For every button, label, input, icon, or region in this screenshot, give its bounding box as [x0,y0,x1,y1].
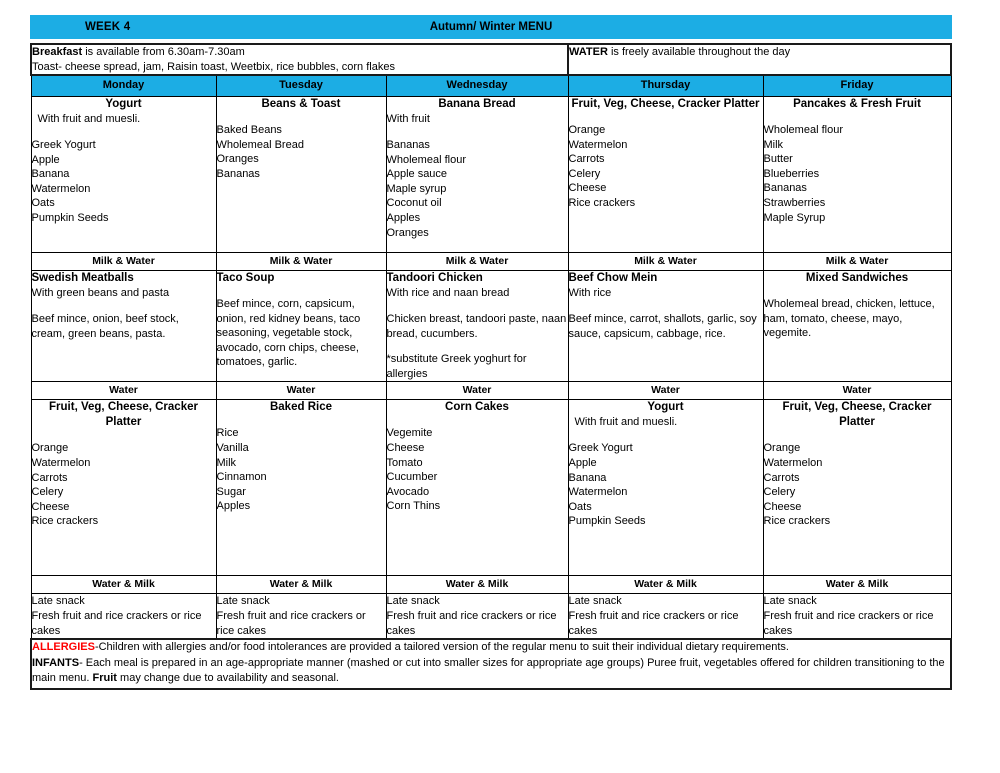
ingredient-item: Cinnamon [216,471,267,484]
meal-subtitle: With rice and naan bread [386,287,510,299]
ingredient-item: Pumpkin Seeds [568,515,646,528]
ingredient-item: Baked Beans [216,124,282,136]
ingredient-item: Cucumber [386,471,438,484]
ingredient-item: Wholemeal flour [386,153,466,166]
ingredient-item: Celery [763,486,796,499]
ingredient-item: Greek Yogurt [568,442,633,455]
drink-label: Water & Milk [31,576,216,594]
afternoon-tea-friday [763,400,951,576]
ingredient-item: Rice crackers [568,196,636,209]
late-snack-items: Fresh fruit and rice crackers or rice cakes [568,609,739,637]
afternoon-tea-drink-row [31,576,951,594]
day-header-tuesday: Tuesday [216,75,386,97]
ingredient-list [217,123,386,181]
ingredient-item: Oats [31,197,55,210]
ingredient-list [217,426,386,514]
spacer [387,301,568,312]
ingredient-paragraph: *substitute Greek yoghurt for allergies [386,353,527,380]
ingredient-item: Apple sauce [386,168,448,181]
afternoon-tea-thursday [568,400,763,576]
meal-subtitle: With green beans and pasta [31,287,170,299]
day-header-thursday: Thursday [568,75,763,97]
late-snack-label: Late snack [386,595,440,608]
ingredient-item: Rice crackers [31,515,99,528]
ingredient-list [764,123,951,225]
lunch-monday [31,271,216,382]
drink-label: Milk & Water [386,253,568,271]
meal-subtitle: With fruit [386,113,430,125]
late-snack-row [31,594,951,639]
ingredient-item: Bananas [386,139,430,151]
spacer [387,127,568,138]
ingredient-paragraphs [217,297,386,370]
meal-title: Tandoori Chicken [386,272,483,284]
spacer [569,301,763,312]
ingredient-item: Apples [386,211,421,224]
breakfast-cell [31,44,568,75]
afternoon-tea-row [31,400,951,576]
late-snack-monday [31,594,216,639]
ingredient-item: Greek Yogurt [31,139,96,151]
breakfast-bold-label: Breakfast [32,46,83,58]
morning-tea-friday [763,97,951,253]
meal-title: Fruit, Veg, Cheese, Cracker Platter [571,98,760,110]
ingredient-item: Carrots [568,153,605,166]
ingredient-paragraph: Chicken breast, tandoori paste, naan bread, cucumbers. [386,313,567,340]
ingredient-item: Apples [216,500,251,513]
late-snack-thursday [568,594,763,639]
info-row [31,44,951,75]
ingredient-item: Corn Thins [386,500,441,513]
ingredient-item: Milk [216,456,237,469]
ingredient-item: Avocado [386,485,430,498]
spacer [32,127,216,138]
ingredient-item: Cheese [31,500,70,513]
afternoon-tea-tuesday [216,400,386,576]
spacer [764,430,951,441]
ingredient-item: Orange [763,442,801,455]
meal-title: Beef Chow Mein [568,272,658,284]
late-snack-items: Fresh fruit and rice crackers or rice cakes [386,609,557,637]
day-header-wednesday: Wednesday [386,75,568,97]
ingredient-item: Oats [568,500,592,513]
meal-title: Banana Bread [438,98,516,110]
ingredient-item: Cheese [763,500,802,513]
spacer [217,286,386,297]
ingredient-item: Celery [568,167,601,180]
drink-label: Water & Milk [386,576,568,594]
day-header-friday: Friday [763,75,951,97]
day-header-monday: Monday [31,75,216,97]
ingredient-item: Strawberries [763,196,826,209]
ingredient-paragraph: Beef mince, onion, beef stock, cream, green beans, pasta. [31,313,179,340]
ingredient-item: Butter [763,153,793,166]
meal-title: Fruit, Veg, Cheese, Cracker Platter [49,401,198,429]
morning-tea-thursday [568,97,763,253]
ingredient-paragraph: Wholemeal bread, chicken, lettuce, ham, tomato, cheese, mayo, vegemite. [763,298,935,340]
ingredient-item: Cheese [568,182,607,195]
drink-label: Milk & Water [568,253,763,271]
late-snack-label: Late snack [31,595,85,608]
ingredient-item: Apple [31,153,60,166]
ingredient-item: Watermelon [763,456,823,469]
ingredient-list [32,441,216,529]
ingredient-item: Vanilla [216,441,249,454]
ingredient-item: Wholemeal flour [763,124,843,136]
ingredient-paragraphs [387,312,568,381]
ingredient-paragraphs [569,312,763,341]
ingredient-item: Wholemeal Bread [216,138,304,151]
meal-subtitle: With rice [568,287,612,299]
ingredient-item: Watermelon [568,486,628,499]
lunch-friday [763,271,951,382]
ingredient-item: Oranges [386,226,429,239]
allergies-text: -Children with allergies and/or food intolerances are provided a tailored version of the regular menu to suit their individual dietary requirements. [94,641,789,654]
lunch-wednesday [386,271,568,382]
ingredient-paragraphs [764,297,951,341]
drink-label: Water [216,382,386,400]
water-text: is freely available throughout the day [607,46,791,58]
ingredient-item: Watermelon [31,456,91,469]
water-cell [568,44,951,75]
ingredient-item: Tomato [386,456,423,469]
ingredient-item: Banana [568,471,607,484]
breakfast-items: Toast- cheese spread, jam, Raisin toast, Weetbix, rice bubbles, corn flakes [32,60,395,73]
ingredient-list [32,138,216,226]
weekly-menu-table [30,43,952,690]
morning-tea-wednesday [386,97,568,253]
infants-text: - Each meal is prepared in an age-appropriate manner (mashed or cut into smaller sizes for appropriate age groups) Puree fruit, vegetables offered for children transitioning to the main menu. [32,656,945,685]
spacer [569,430,763,441]
ingredient-list [387,426,568,514]
late-snack-label: Late snack [216,595,270,608]
meal-title: Fruit, Veg, Cheese, Cracker Platter [782,401,932,429]
ingredient-item: Watermelon [31,182,91,195]
infants-label: INFANTS [32,656,80,669]
ingredient-item: Blueberries [763,167,820,180]
ingredient-item: Watermelon [568,138,628,151]
meal-title: Baked Rice [269,401,332,414]
ingredient-item: Bananas [216,167,260,180]
ingredient-item: Carrots [763,471,800,484]
ingredient-item: Orange [568,124,606,136]
drink-label: Water [763,382,951,400]
ingredient-item: Orange [31,442,69,455]
spacer [32,301,216,312]
lunch-tuesday [216,271,386,382]
ingredient-list [387,138,568,240]
spacer [387,341,568,352]
drink-label: Water & Milk [216,576,386,594]
drink-label: Water [31,382,216,400]
late-snack-items: Fresh fruit and rice crackers or rice cakes [763,609,934,637]
ingredient-item: Carrots [31,471,68,484]
drink-label: Water & Milk [763,576,951,594]
drink-label: Water [568,382,763,400]
breakfast-time: is available from 6.30am-7.30am [82,46,245,58]
meal-title: Taco Soup [216,272,275,284]
lunch-row [31,271,951,382]
ingredient-item: Maple Syrup [763,211,826,224]
ingredient-item: Milk [763,138,784,151]
ingredient-item: Rice crackers [763,515,831,528]
meal-title: Beans & Toast [261,98,341,110]
ingredient-item: Maple syrup [386,182,447,195]
ingredient-item: Sugar [216,485,246,498]
ingredient-paragraph: Beef mince, carrot, shallots, garlic, soy sauce, capsicum, cabbage, rice. [568,313,757,340]
fruit-label: Fruit [92,672,117,685]
late-snack-wednesday [386,594,568,639]
drink-label: Milk & Water [216,253,386,271]
meal-title: Mixed Sandwiches [805,272,909,284]
lunch-drink-row [31,382,951,400]
ingredient-item: Apple [568,456,597,469]
allergies-note [32,640,950,656]
notes-row [31,639,951,689]
drink-label: Water & Milk [568,576,763,594]
water-heading [569,45,950,60]
spacer [217,112,386,123]
meal-title: Pancakes & Fresh Fruit [793,98,921,110]
fruit-text: may change due to availability and seasonal. [116,672,339,685]
spacer [32,430,216,441]
ingredient-item: Coconut oil [386,197,442,210]
menu-title: Autumn/ Winter MENU [429,21,553,33]
ingredient-list [569,123,763,211]
morning-tea-monday [31,97,216,253]
drink-label: Milk & Water [31,253,216,271]
ingredient-item: Banana [31,168,70,181]
spacer [764,112,951,123]
late-snack-items: Fresh fruit and rice crackers or rice cakes [216,609,366,637]
morning-tea-drink-row [31,253,951,271]
spacer [387,415,568,426]
spacer [764,286,951,297]
meal-title: Corn Cakes [445,401,509,414]
menu-banner [30,15,952,39]
infants-note [32,656,950,687]
spacer [569,112,763,123]
notes-cell [31,639,951,689]
late-snack-items: Fresh fruit and rice crackers or rice cakes [31,609,202,637]
afternoon-tea-wednesday [386,400,568,576]
meal-subtitle: With fruit and muesli. [37,113,141,125]
late-snack-friday [763,594,951,639]
spacer [217,415,386,426]
ingredient-list [764,441,951,529]
ingredient-item: Pumpkin Seeds [31,211,109,224]
meal-title: Yogurt [647,401,684,414]
ingredient-item: Cheese [386,441,425,454]
drink-label: Milk & Water [763,253,951,271]
afternoon-tea-monday [31,400,216,576]
water-bold-label: WATER [569,46,608,58]
meal-subtitle: With fruit and muesli. [574,416,678,429]
ingredient-item: Oranges [216,153,259,166]
late-snack-tuesday [216,594,386,639]
ingredient-paragraph: Beef mince, corn, capsicum, onion, red kidney beans, taco seasoning, vegetable stock, avocado, corn chips, cheese, tomatoes, garlic. [216,298,361,369]
ingredient-item: Vegemite [386,427,433,440]
drink-label: Water [386,382,568,400]
ingredient-item: Celery [31,486,64,499]
week-label: WEEK 4 [85,21,131,33]
ingredient-item: Bananas [763,182,807,195]
morning-tea-tuesday [216,97,386,253]
ingredient-list [569,441,763,529]
day-header-row [31,75,951,97]
late-snack-label: Late snack [568,595,622,608]
allergies-label: ALLERGIES [32,641,95,654]
ingredient-paragraphs [32,312,216,341]
breakfast-heading [32,45,567,60]
lunch-thursday [568,271,763,382]
morning-tea-row [31,97,951,253]
late-snack-label: Late snack [763,595,817,608]
ingredient-item: Rice [216,427,239,440]
meal-title: Swedish Meatballs [31,272,134,284]
meal-title: Yogurt [105,98,142,110]
